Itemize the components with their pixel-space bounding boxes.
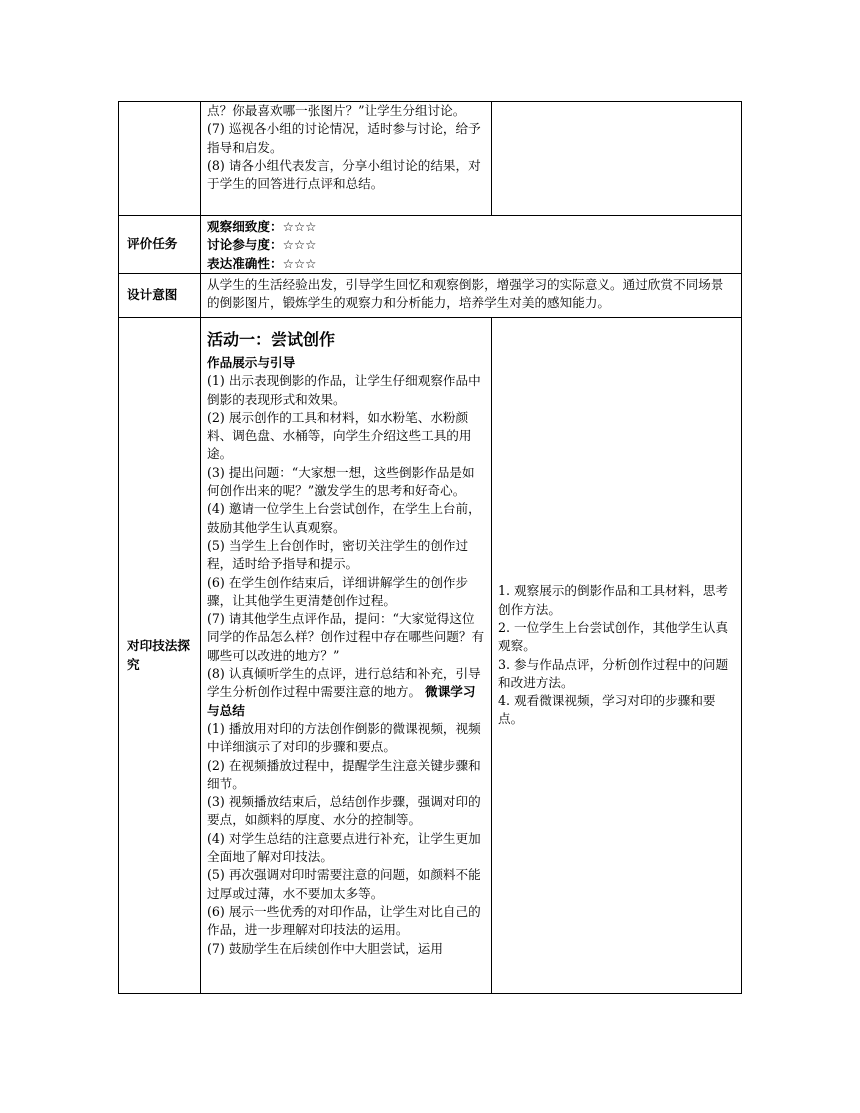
step-item: (4) 对学生总结的注意要点进行补充，让学生更加全面地了解对印技法。 [207,830,481,865]
step-text: (8) 认真倾听学生的点评，进行总结和补充，引导学生分析创作过程中需要注意的地方。 [207,666,481,700]
text-line: (8) 请各小组代表发言，分享小组讨论的结果，对于学生的回答进行点评和总结。 [207,157,481,192]
step-item: (7) 请其他学生点评作品，提问：“大家觉得这位同学的作品怎么样？创作过程中存在哪些问题？有哪些可以改进的地方？” [207,611,485,663]
design-row [119,274,742,318]
student-activity: 4. 观看微课视频，学习对印的步骤和要点。 [498,693,716,727]
evaluation-item-name: 讨论参与度： [207,237,283,253]
step-item: (1) 播放用对印的方法创作倒影的微课视频，视频中详细演示了对印的步骤和要点。 [207,720,481,755]
lesson-plan-table [118,101,742,994]
section-heading: 作品展示与引导 [207,355,296,370]
text-line: 点？你最喜欢哪一张图片？”让学生分组讨论。 [207,103,466,118]
explore-teacher-cell [201,318,492,994]
step-item: (1) 出示表现倒影的作品，让学生仔细观察作品中倒影的表现形式和效果。 [207,373,481,407]
explore-student-cell [492,318,742,994]
design-label: 设计意图 [119,274,201,318]
evaluation-item [207,255,735,273]
step-item: (6) 展示一些优秀的对印作品，让学生对比自己的作品，进一步理解对印技法的运用。 [207,903,481,938]
step-item: (2) 在视频播放过程中，提醒学生注意关键步骤和细节。 [207,757,481,791]
step-item: (4) 邀请一位学生上台尝试创作，在学生上台前，鼓励其他学生认真观察。 [207,501,481,535]
star-rating: ☆☆☆ [282,237,317,253]
evaluation-row [119,216,742,274]
continued-row [119,102,742,216]
step-item: (5) 再次强调对印时需要注意的问题，如颜料不能过厚或过薄，水不要加太多等。 [207,867,481,901]
step-item: (2) 展示创作的工具和材料，如水粉笔、水粉颜料、调色盘、水桶等，向学生介绍这些工具的用途。 [207,409,472,462]
step-item: (7) 鼓励学生在后续创作中大胆尝试，运用 [207,940,443,956]
explore-label: 对印技法探究 [119,318,201,994]
evaluation-item [207,218,735,236]
continued-teacher-cell [201,102,492,216]
continued-student-cell [492,102,742,216]
step-item: (3) 提出问题：“大家想一想，这些倒影作品是如何创作出来的呢？”激发学生的思考和好奇心。 [207,464,475,499]
step-item: (6) 在学生创作结束后，详细讲解学生的创作步骤，让其他学生更清楚创作过程。 [207,574,469,608]
step-item: (5) 当学生上台创作时，密切关注学生的创作过程，适时给予指导和提示。 [207,537,469,572]
design-cell [201,274,742,318]
design-text: 从学生的生活经验出发，引导学生回忆和观察倒影，增强学习的实际意义。通过欣赏不同场景的倒影图片，锻炼学生的观察力和分析能力，培养学生对美的感知能力。 [207,277,724,311]
student-activity: 1. 观察展示的倒影作品和工具材料，思考创作方法。 [498,583,729,617]
student-activity: 3. 参与作品点评，分析创作过程中的问题和改进方法。 [498,656,729,690]
evaluation-item-name: 表达准确性： [207,255,283,271]
activity-title: 活动一：尝试创作 [207,330,336,349]
evaluation-item-name: 观察细致度： [207,219,283,234]
text-line: (7) 巡视各小组的讨论情况，适时参与讨论，给予指导和启发。 [207,121,481,155]
continued-label-cell [119,102,201,216]
evaluation-item [207,236,735,254]
step-item: (3) 视频播放结束后，总结创作步骤，强调对印的要点，如颜料的厚度、水分的控制等。 [207,794,481,828]
star-rating: ☆☆☆ [282,219,317,234]
star-rating: ☆☆☆ [282,255,317,271]
step-item [207,665,485,720]
section-heading: 微课学习与总结 [207,684,476,718]
evaluation-label: 评价任务 [119,216,201,274]
explore-row [119,318,742,994]
evaluation-cell [201,216,742,274]
student-activity: 2. 一位学生上台尝试创作，其他学生认真观察。 [498,619,729,654]
